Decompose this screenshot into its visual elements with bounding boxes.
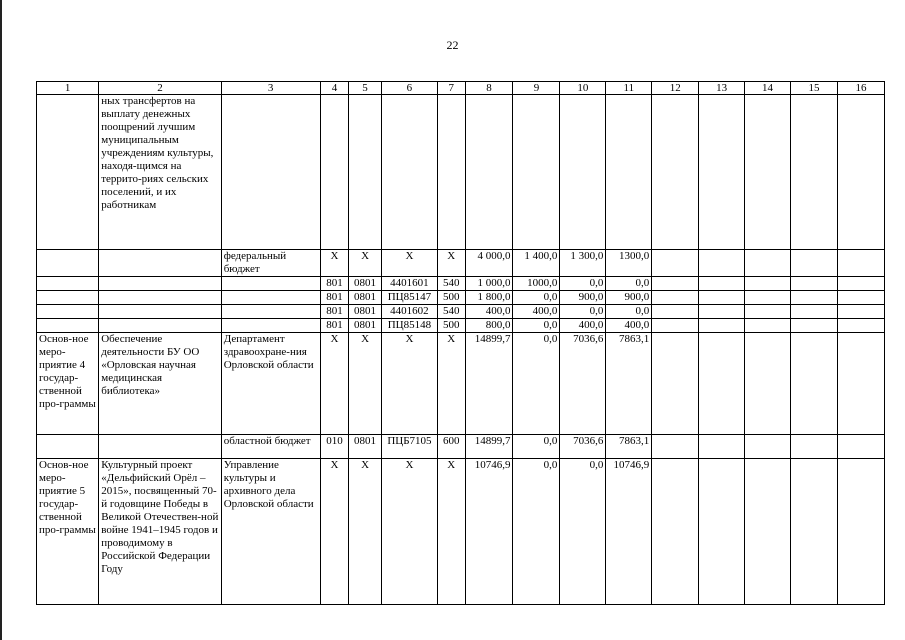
- table-cell: [699, 291, 745, 305]
- table-cell: [652, 291, 699, 305]
- table-cell: 400,0: [465, 305, 513, 319]
- header-cell: 8: [465, 82, 513, 95]
- header-cell: 11: [606, 82, 652, 95]
- table-cell: [745, 95, 791, 250]
- table-cell: X: [381, 333, 437, 435]
- table-cell: 0,0: [513, 435, 560, 459]
- table-cell: X: [381, 250, 437, 277]
- table-cell: X: [349, 333, 382, 435]
- header-cell: 3: [221, 82, 320, 95]
- table-cell: [837, 291, 884, 305]
- table-cell: 500: [437, 291, 465, 305]
- table-cell: [652, 319, 699, 333]
- table-cell: [745, 291, 791, 305]
- table-cell: Основ-ное меро-приятие 5 государ-ственной про-граммы: [37, 459, 99, 605]
- table-cell: [221, 95, 320, 250]
- table-cell: [699, 277, 745, 291]
- table-cell: [560, 95, 606, 250]
- table-cell: [37, 305, 99, 319]
- table-cell: [745, 333, 791, 435]
- table-cell: 540: [437, 305, 465, 319]
- table-cell: X: [349, 459, 382, 605]
- table-row: [37, 333, 885, 435]
- table-cell: [699, 459, 745, 605]
- table-cell: [790, 291, 837, 305]
- header-cell: 16: [837, 82, 884, 95]
- table-cell: Культурный проект «Дельфийский Орёл – 2015», посвященный 70-й годовщине Победы в Великой Отечествен-ной войне 1941–1945 годов и проводимому в Российской Федерации Году: [99, 459, 221, 605]
- table-row: [37, 305, 885, 319]
- table-cell: [381, 95, 437, 250]
- table-cell: 10746,9: [606, 459, 652, 605]
- table-row: [37, 459, 885, 605]
- table-cell: 7036,6: [560, 333, 606, 435]
- table-cell: [699, 305, 745, 319]
- table-cell: [320, 95, 349, 250]
- header-cell: 1: [37, 82, 99, 95]
- table-cell: 801: [320, 291, 349, 305]
- table-cell: 10746,9: [465, 459, 513, 605]
- table-cell: Департамент здравоохране-ния Орловской области: [221, 333, 320, 435]
- header-cell: 12: [652, 82, 699, 95]
- table-cell: 1 400,0: [513, 250, 560, 277]
- table-cell: 0,0: [560, 277, 606, 291]
- table-cell: 0,0: [606, 277, 652, 291]
- header-cell: 5: [349, 82, 382, 95]
- table-cell: [699, 435, 745, 459]
- table-cell: 1000,0: [513, 277, 560, 291]
- table-cell: 14899,7: [465, 333, 513, 435]
- table-cell: X: [437, 250, 465, 277]
- table-cell: 900,0: [560, 291, 606, 305]
- table-cell: 0801: [349, 277, 382, 291]
- table-cell: ПЦ85147: [381, 291, 437, 305]
- table-cell: X: [320, 459, 349, 605]
- table-row: [37, 291, 885, 305]
- table-cell: 1300,0: [606, 250, 652, 277]
- table-cell: [221, 291, 320, 305]
- table-cell: [837, 435, 884, 459]
- table-cell: 4401602: [381, 305, 437, 319]
- table-cell: [790, 277, 837, 291]
- table-cell: федеральный бюджет: [221, 250, 320, 277]
- table-cell: 0,0: [513, 319, 560, 333]
- table-cell: 801: [320, 319, 349, 333]
- table-cell: [837, 459, 884, 605]
- table-cell: [465, 95, 513, 250]
- header-cell: 4: [320, 82, 349, 95]
- table-cell: [221, 319, 320, 333]
- table-cell: 0801: [349, 305, 382, 319]
- table-cell: Обеспечение деятельности БУ ОО «Орловская научная медицинская библиотека»: [99, 333, 221, 435]
- table-cell: 14899,7: [465, 435, 513, 459]
- table-cell: 0,0: [606, 305, 652, 319]
- table-cell: [790, 435, 837, 459]
- table-cell: 540: [437, 277, 465, 291]
- table-cell: [513, 95, 560, 250]
- header-row: [37, 82, 885, 95]
- budget-table: [36, 81, 885, 605]
- table-cell: ных трансфертов на выплату денежных поощрений лучшим муниципальным учреждениям культуры, находя-щимся на террито-риях сельских поселений, и их работникам: [99, 95, 221, 250]
- table-cell: [99, 435, 221, 459]
- table-cell: [745, 435, 791, 459]
- table-cell: Управление культуры и архивного дела Орловской области: [221, 459, 320, 605]
- table-cell: [790, 333, 837, 435]
- table-cell: 1 000,0: [465, 277, 513, 291]
- table-cell: X: [437, 333, 465, 435]
- table-cell: Основ-ное меро-приятие 4 государ-ственной про-граммы: [37, 333, 99, 435]
- table-cell: X: [320, 250, 349, 277]
- table-cell: [652, 250, 699, 277]
- table-cell: 400,0: [560, 319, 606, 333]
- table-cell: [790, 319, 837, 333]
- table-cell: 801: [320, 277, 349, 291]
- header-cell: 7: [437, 82, 465, 95]
- table-cell: 7863,1: [606, 435, 652, 459]
- table-cell: 4401601: [381, 277, 437, 291]
- table-cell: [837, 333, 884, 435]
- page-number: 22: [446, 38, 459, 52]
- table-cell: [790, 95, 837, 250]
- table-cell: [37, 291, 99, 305]
- table-cell: [699, 250, 745, 277]
- table-cell: 0801: [349, 319, 382, 333]
- table-cell: [606, 95, 652, 250]
- header-cell: 13: [699, 82, 745, 95]
- table-cell: 0,0: [560, 305, 606, 319]
- table-cell: [652, 459, 699, 605]
- table-cell: [37, 277, 99, 291]
- table-cell: 1 300,0: [560, 250, 606, 277]
- table-cell: 0,0: [560, 459, 606, 605]
- table-cell: [699, 333, 745, 435]
- table-cell: X: [320, 333, 349, 435]
- table-row: [37, 95, 885, 250]
- table-cell: 801: [320, 305, 349, 319]
- table-cell: X: [381, 459, 437, 605]
- table-cell: [745, 250, 791, 277]
- table-cell: 0,0: [513, 291, 560, 305]
- table-cell: [837, 319, 884, 333]
- table-cell: [837, 277, 884, 291]
- table-cell: [837, 305, 884, 319]
- table-cell: [99, 250, 221, 277]
- table-cell: 7863,1: [606, 333, 652, 435]
- table-cell: 1 800,0: [465, 291, 513, 305]
- page-left-edge: [0, 0, 2, 640]
- header-cell: 9: [513, 82, 560, 95]
- table-cell: [99, 305, 221, 319]
- table-cell: [699, 319, 745, 333]
- header-cell: 2: [99, 82, 221, 95]
- table-cell: [652, 277, 699, 291]
- table-cell: [790, 250, 837, 277]
- table-cell: 7036,6: [560, 435, 606, 459]
- table-cell: [699, 95, 745, 250]
- table-cell: [745, 319, 791, 333]
- table-cell: [99, 319, 221, 333]
- table-cell: ПЦ85148: [381, 319, 437, 333]
- table-cell: [652, 333, 699, 435]
- table-cell: ПЦБ7105: [381, 435, 437, 459]
- table-cell: [221, 305, 320, 319]
- table-cell: [437, 95, 465, 250]
- table-cell: [745, 305, 791, 319]
- header-cell: 14: [745, 82, 791, 95]
- table-cell: [349, 95, 382, 250]
- table-row: [37, 435, 885, 459]
- table-cell: [837, 95, 884, 250]
- header-cell: 15: [790, 82, 837, 95]
- table-cell: [790, 305, 837, 319]
- table-cell: [37, 250, 99, 277]
- table-cell: [221, 277, 320, 291]
- table-cell: [652, 95, 699, 250]
- header-cell: 10: [560, 82, 606, 95]
- table-cell: [837, 250, 884, 277]
- table-cell: 900,0: [606, 291, 652, 305]
- table-cell: [37, 435, 99, 459]
- header-cell: 6: [381, 82, 437, 95]
- table-row: [37, 277, 885, 291]
- table-row: [37, 319, 885, 333]
- table-cell: 4 000,0: [465, 250, 513, 277]
- table-cell: 400,0: [513, 305, 560, 319]
- table-cell: 0801: [349, 435, 382, 459]
- table-cell: [745, 459, 791, 605]
- table-cell: 500: [437, 319, 465, 333]
- table-cell: 0,0: [513, 459, 560, 605]
- table-cell: [745, 277, 791, 291]
- table-cell: 800,0: [465, 319, 513, 333]
- table-cell: X: [349, 250, 382, 277]
- table-cell: [99, 291, 221, 305]
- table-cell: [790, 459, 837, 605]
- table-row: [37, 250, 885, 277]
- table-cell: областной бюджет: [221, 435, 320, 459]
- table-cell: 010: [320, 435, 349, 459]
- table-cell: 600: [437, 435, 465, 459]
- table-cell: [652, 305, 699, 319]
- table-cell: 0,0: [513, 333, 560, 435]
- table-cell: [37, 95, 99, 250]
- table-cell: [37, 319, 99, 333]
- table-cell: [99, 277, 221, 291]
- table-cell: [652, 435, 699, 459]
- table-cell: 400,0: [606, 319, 652, 333]
- table-cell: 0801: [349, 291, 382, 305]
- table-cell: X: [437, 459, 465, 605]
